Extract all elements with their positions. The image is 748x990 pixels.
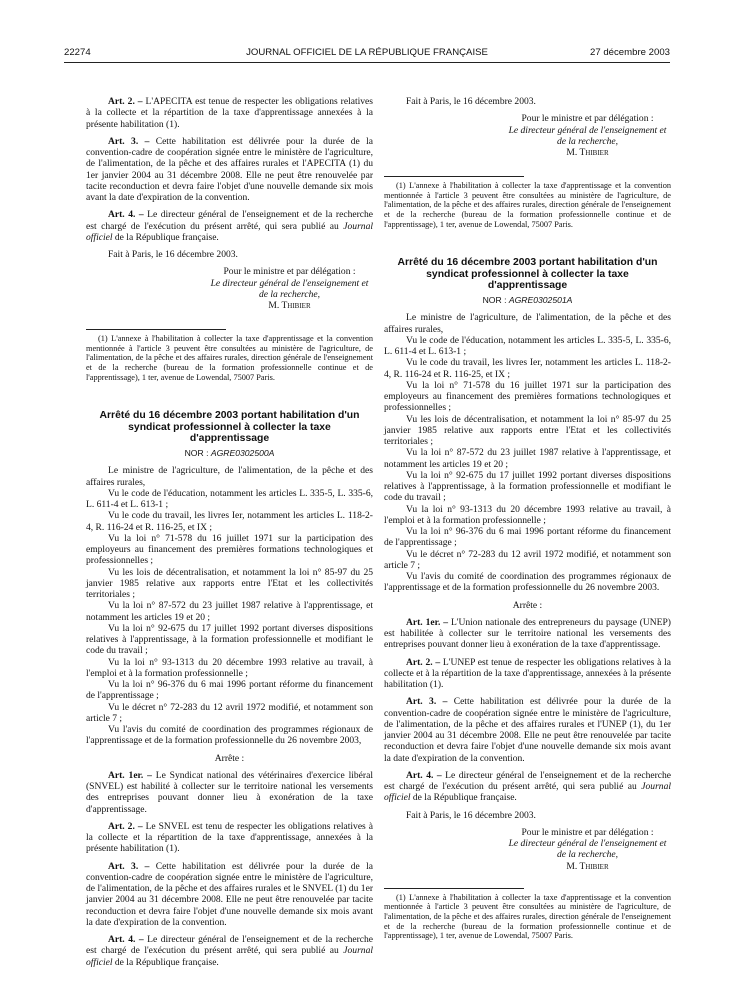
visa: Vu le code de l'éducation, notamment les articles L. 335-5, L. 335-6, L. 611-4 et L. 613-1 ; (384, 334, 671, 357)
visa: Vu la loi n° 96-376 du 6 mai 1996 portant réforme du financement de l'apprentissage ; (86, 679, 373, 702)
visa: Vu la loi n° 71-578 du 16 juillet 1971 sur la participation des employeurs au financement des premières formations technologiques et professionnelles ; (86, 532, 373, 567)
article-4: Art. 4. – Le directeur général de l'enseignement et de la recherche est chargé de l'exécution du présent arrêté, qui sera publié au Journal officiel de la République française. (86, 209, 374, 243)
article-3: Art. 3. – Cette habilitation est délivrée pour la durée de la convention-cadre de coopération signée entre le ministère de l'agriculture, de l'alimentation, de la pêche et des affaires rurales et l'APECITA (1) du 1er janvier 2004 au 31 décembre 2008. Elle ne peut être renouvelée par tacite reconduction et devra faire l'objet d'une nouvelle demande six mois avant la date d'expiration de la convention. (86, 135, 373, 203)
decree-title: Arrêté du 16 décembre 2003 portant habilitation d'un syndicat professionnel à collecter la taxe d'apprentissage (397, 257, 658, 292)
article-2: Art. 2. – L'APECITA est tenue de respecter les obligations relatives à la collecte et la répartition de la taxe d'apprentissage annexées à la présente habilitation (1). (86, 96, 374, 130)
arrete-heading: Arrête : (214, 752, 245, 764)
nor-reference: NOR : AGRE0302501A (482, 295, 573, 305)
visas (86, 465, 373, 746)
article-4: Art. 4. – Le directeur général de l'enseignement et de la recherche est chargé de l'exécution du présent arrêté, qui sera publié au Journal officiel de la République française. (384, 769, 672, 804)
article-2: Art. 2. – L'UNEP est tenue de respecter les obligations relatives à la collecte et à la répartition de la taxe d'apprentissage, annexées à la présente habilitation (1). (384, 656, 671, 690)
arrete-heading: Arrête : (512, 599, 543, 611)
visa: Vu la loi n° 87-572 du 23 juillet 1987 relative à l'apprentissage, et notamment les articles 19 et 20 ; (86, 600, 373, 623)
page-number: 22274 (64, 47, 91, 58)
article-3: Art. 3. – Cette habilitation est délivrée pour la durée de la convention-cadre de coopération signée entre le ministère de l'agriculture, de l'alimentation, de la pêche et des affaires rurales et l'UNEP (1), du 1er janvier 2004 au 31 décembre 2008. Elle ne peut être renouvelée par tacite reconduction et devra faire l'objet d'une nouvelle demande six mois avant la date d'expiration de la convention. (384, 696, 671, 764)
visa: Vu les lois de décentralisation, et notamment la loi n° 85-97 du 25 janvier 1985 relative aux rapports entre l'Etat et les collectivités territoriales ; (384, 413, 671, 447)
fait-a-paris: Fait à Paris, le 16 décembre 2003. (108, 249, 238, 260)
visa: Le ministre de l'agriculture, de l'alimentation, de la pêche et des affaires rurales, (384, 312, 671, 335)
visa: Vu la loi n° 87-572 du 23 juillet 1987 relative à l'apprentissage, et notamment les articles 19 et 20 ; (384, 447, 671, 470)
visa: Vu la loi n° 92-675 du 17 juillet 1992 portant diverses dispositions relatives à l'apprentissage, à la formation professionnelle et modifiant le code du travail ; (86, 622, 373, 657)
decree-title: Arrêté du 16 décembre 2003 portant habilitation d'un syndicat professionnel à collecter la taxe d'apprentissage (99, 410, 360, 445)
journal-title: JOURNAL OFFICIEL DE LA RÉPUBLIQUE FRANÇAISE (246, 47, 488, 58)
page-header (64, 47, 670, 61)
visa: Vu le code du travail, les livres Ier, notamment les articles L. 118-2-4, R. 116-24 et R. 116-25, et IX ; (384, 357, 671, 380)
right-column (384, 96, 671, 941)
visa: Vu le code de l'éducation, notamment les articles L. 335-5, L. 335-6, L. 611-4 et L. 613-1 ; (86, 487, 373, 510)
fait-a-paris: Fait à Paris, le 16 décembre 2003. (406, 96, 536, 107)
article-4: Art. 4. – Le directeur général de l'enseignement et de la recherche est chargé de l'exécution du présent arrêté, qui sera publié au Journal officiel de la République française. (86, 934, 374, 968)
article-1: Art. 1er. – Le Syndicat national des vétérinaires d'exercice libéral (SNVEL) est habilité à collecter sur le territoire national les versements des entreprises pouvant donner lieu à exonération de la taxe d'apprentissage. (86, 769, 373, 815)
article-2: Art. 2. – Le SNVEL est tenu de respecter les obligations relatives à la collecte et la répartition de la taxe d'apprentissage, annexées à la présente habilitation (1). (86, 820, 373, 855)
signature-block: Pour le ministre et par délégation : Le directeur général de l'enseignement et de la recherche, M. Thibier (508, 826, 667, 872)
visa: Vu le décret n° 72-283 du 12 avril 1972 modifié, et notamment son article 7 ; (86, 701, 373, 724)
footnote-rule (384, 888, 524, 889)
signature-block: Pour le ministre et par délégation : Le directeur général de l'enseignement et de la recherche, M. Thibier (210, 266, 369, 311)
footnote-rule (384, 176, 524, 177)
visa: Vu la loi n° 92-675 du 17 juillet 1992 portant diverses dispositions relatives à l'apprentissage, à la formation professionnelle et modifiant le code du travail ; (384, 469, 671, 504)
footnote: (1) L'annexe à l'habilitation à collecter la taxe d'apprentissage et la convention mentionnée à l'article 3 peuvent être consultées au ministère de l'agriculture, de l'alimentation, de la pêche et des affaires rurales, direction générale de l'enseignement et de la recherche (bureau de la formation professionnelle continue et de l'apprentissage), 1 ter, avenue de Lowendal, 75007 Paris. (384, 892, 671, 941)
visa: Vu le décret n° 72-283 du 12 avril 1972 modifié, et notamment son article 7 ; (384, 548, 671, 571)
visa: Vu la loi n° 93-1313 du 20 décembre 1993 relative au travail, à l'emploi et à la formation professionnelle ; (384, 503, 671, 526)
fait-a-paris: Fait à Paris, le 16 décembre 2003. (406, 809, 536, 821)
visa: Le ministre de l'agriculture, de l'alimentation, de la pêche et des affaires rurales, (86, 465, 373, 488)
issue-date: 27 décembre 2003 (589, 47, 670, 58)
left-column (86, 96, 373, 968)
visa: Vu les lois de décentralisation, et notamment la loi n° 85-97 du 25 janvier 1985 relative aux rapports entre l'Etat et les collectivités territoriales ; (86, 566, 373, 600)
visa: Vu l'avis du comité de coordination des programmes régionaux de l'apprentissage et de la formation professionnelle du 26 novembre 2003, (86, 724, 373, 747)
signature-block: Pour le ministre et par délégation : Le directeur général de l'enseignement et de la recherche, M. Thibier (508, 113, 667, 158)
visas (384, 312, 671, 593)
visa: Vu le code du travail, les livres Ier, notamment les articles L. 118-2-4, R. 116-24 et R. 116-25, et IX ; (86, 510, 373, 533)
footnote: (1) L'annexe à l'habilitation à collecter la taxe d'apprentissage et la convention mentionnée à l'article 3 peuvent être consultées au ministère de l'agriculture, de l'alimentation, de la pêche et des affaires rurales, direction générale de l'enseignement et de la recherche (bureau de la formation professionnelle continue et de l'apprentissage), 1 ter, avenue de Lowendal, 75007 Paris. (86, 334, 373, 382)
article-1: Art. 1er. – L'Union nationale des entrepreneurs du paysage (UNEP) est habilitée à collecter sur le territoire national les versements des entreprises pouvant donner lieu à exonération de la taxe d'apprentissage. (384, 616, 671, 651)
visa: Vu l'avis du comité de coordination des programmes régionaux de l'apprentissage et de la formation professionnelle du 26 novembre 2003. (384, 571, 671, 594)
visa: Vu la loi n° 93-1313 du 20 décembre 1993 relative au travail, à l'emploi et à la formation professionnelle ; (86, 656, 373, 679)
nor-reference: NOR : AGRE0302500A (184, 448, 275, 458)
visa: Vu la loi n° 71-578 du 16 juillet 1971 sur la participation des employeurs au financement des premières formations technologiques et professionnelles ; (384, 379, 671, 414)
article-3: Art. 3. – Cette habilitation est délivrée pour la durée de la convention-cadre de coopération signée entre le ministère de l'agriculture, de l'alimentation, de la pêche et des affaires rurales et le SNVEL (1) du 1er janvier 2004 au 31 décembre 2008. Elle ne peut être renouvelée par tacite reconduction et devra faire l'objet d'une nouvelle demande six mois avant la date d'expiration de la convention. (86, 860, 373, 928)
header-rule (64, 62, 670, 63)
visa: Vu la loi n° 96-376 du 6 mai 1996 portant réforme du financement de l'apprentissage ; (384, 526, 671, 549)
footnote: (1) L'annexe à l'habilitation à collecter la taxe d'apprentissage et la convention mentionnée à l'article 3 peuvent être consultées au ministère de l'agriculture, de l'alimentation, de la pêche et des affaires rurales, direction générale de l'enseignement et de la recherche (bureau de la formation professionnelle continue et de l'apprentissage), 1 ter, avenue de Lowendal, 75007 Paris. (384, 181, 671, 229)
footnote-rule (86, 329, 226, 330)
